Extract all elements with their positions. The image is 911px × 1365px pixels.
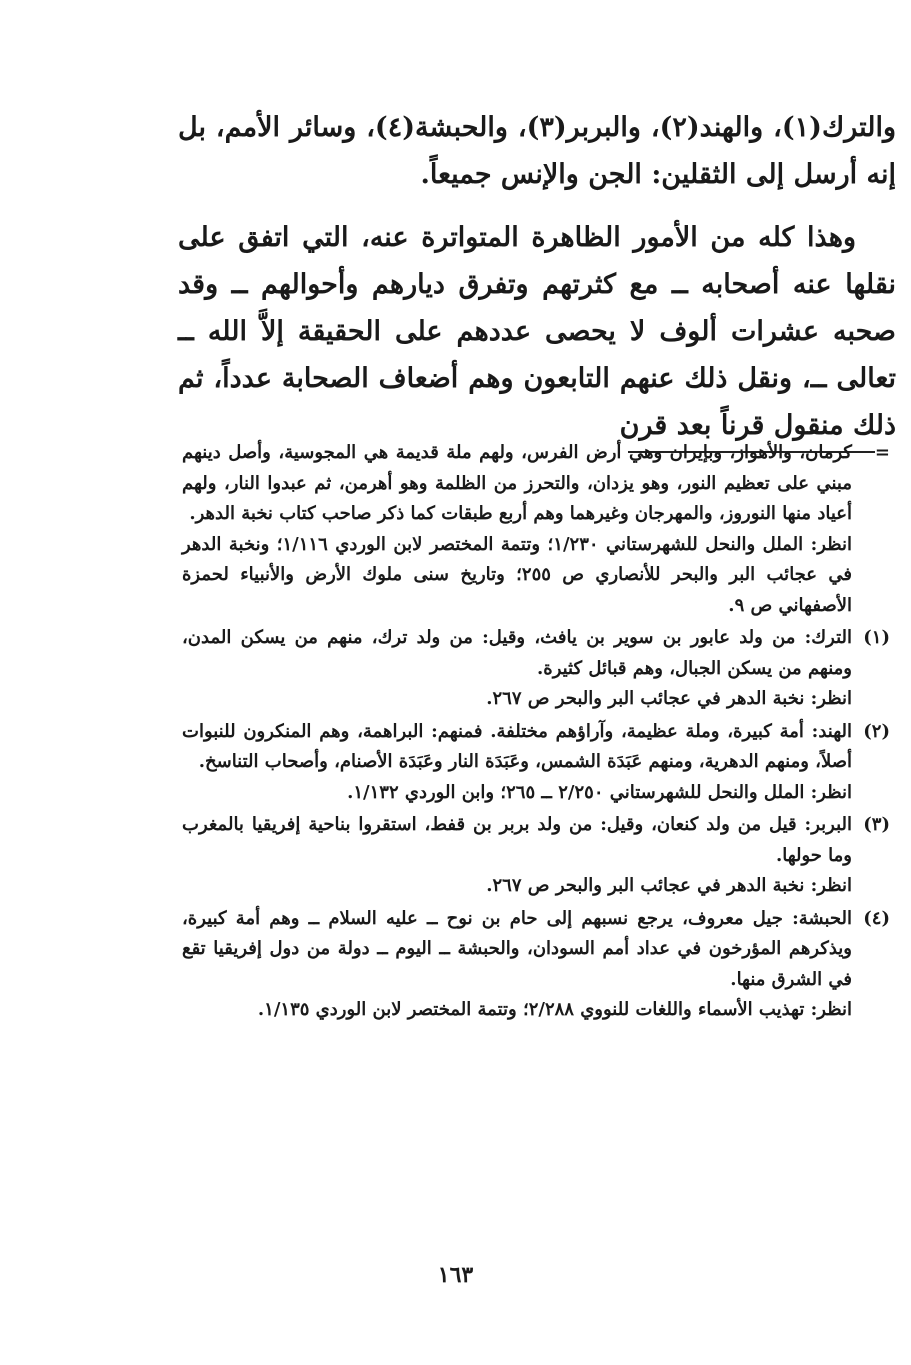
footnote-1 bbox=[182, 623, 890, 715]
footnote-number: (٢) bbox=[863, 720, 890, 742]
footnote-4 bbox=[182, 904, 890, 1026]
footnote-text: كرمان، والأهواز، وبإيران وهي أرض الفرس، ولهم ملة قديمة هي المجوسية، وأصل دينهم مبني على تعظيم النور، وهو يزدان، والتحرز من الظلمة وهو أهرمن، ثم عبدوا النار، ولهم أعياد منها النوروز، والمهرجان وغيرهما وهم أربع طبقات كما ذكر صاحب كتاب نخبة الدهر. bbox=[182, 442, 852, 524]
footnotes bbox=[182, 438, 890, 1026]
footnote-text: الحبشة: جيل معروف، يرجع نسبهم إلى حام بن نوح ــ عليه السلام ــ وهم أمة كبيرة، ويذكرهم المؤرخون في عداد أمم السودان، والحبشة ــ اليوم ــ دولة من دول إفريقيا تقع في الشرق منها. bbox=[182, 907, 852, 990]
footnote-reference: انظر: نخبة الدهر في عجائب البر والبحر ص ٢٦٧. bbox=[486, 875, 852, 896]
footnote-text: الترك: من ولد عابور بن سوير بن يافث، وقيل: من ولد ترك، منهم من يسكن المدن، ومنهم من يسكن الجبال، وهم قبائل كثيرة. bbox=[182, 627, 852, 679]
footnote-3 bbox=[182, 810, 890, 902]
main-paragraph-2: وهذا كله من الأمور الظاهرة المتواترة عنه، التي اتفق على نقلها عنه أصحابه ــ مع كثرتهم وتفرق ديارهم وأحوالهم ــ وقد صحبه عشرات ألوف لا يحصى عددهم على الحقيقة إلاَّ الله ــ تعالى ــ، ونقل ذلك عنهم التابعون وهم أضعاف الصحابة عدداً، ثم ذلك منقول قرناً بعد قرن bbox=[178, 222, 896, 441]
footnote-body bbox=[182, 810, 852, 902]
footnote-body bbox=[182, 904, 852, 1026]
footnote-number: (٤) bbox=[863, 907, 890, 929]
main-text bbox=[178, 104, 896, 449]
footnote-number: (١) bbox=[863, 627, 890, 648]
footnote-body bbox=[182, 623, 852, 715]
page-number: ١٦٣ bbox=[437, 1262, 474, 1288]
footnote-body bbox=[182, 438, 852, 621]
footnote-continued bbox=[182, 438, 890, 621]
footnote-reference: انظر: الملل والنحل للشهرستاني ٢/٢٥٠ ــ ٢٦٥؛ وابن الوردي ١/١٣٢. bbox=[347, 781, 852, 803]
footnote-text: البربر: قيل من ولد كنعان، وقيل: من ولد بربر بن قفط، استقروا بناحية إفريقيا بالمغرب وما حولها. bbox=[182, 814, 852, 866]
footnote-body bbox=[182, 717, 852, 809]
continuation-mark: = bbox=[874, 442, 890, 463]
main-paragraph-1: والترك(١)، والهند(٢)، والبربر(٣)، والحبشة(٤)، وسائر الأمم، بل إنه أرسل إلى الثقلين: الجن والإنس جميعاً. bbox=[178, 112, 897, 190]
footnote-text: الهند: أمة كبيرة، وملة عظيمة، وآراؤهم مختلفة. فمنهم: البراهمة، وهم المنكرون للنبوات أصلاً، ومنهم الدهرية، ومنهم عَبَدَة الشمس، وعَبَدَة النار وعَبَدَة الأصنام، وأصحاب التناسخ. bbox=[182, 720, 852, 772]
footnote-2 bbox=[182, 717, 890, 809]
footnote-reference: انظر: تهذيب الأسماء واللغات للنووي ٢/٢٨٨؛ وتتمة المختصر لابن الوردي ١/١٣٥. bbox=[257, 999, 852, 1020]
footnote-reference: انظر: نخبة الدهر في عجائب البر والبحر ص ٢٦٧. bbox=[486, 688, 852, 709]
footnote-reference: انظر: الملل والنحل للشهرستاني ١/٢٣٠؛ وتتمة المختصر لابن الوردي ١/١١٦؛ ونخبة الدهر في عجائب البر والبحر للأنصاري ص ٢٥٥؛ وتاريخ سنى ملوك الأرض والأنبياء لحمزة الأصفهاني ص ٩. bbox=[182, 533, 853, 616]
footnote-number: (٣) bbox=[863, 814, 890, 835]
